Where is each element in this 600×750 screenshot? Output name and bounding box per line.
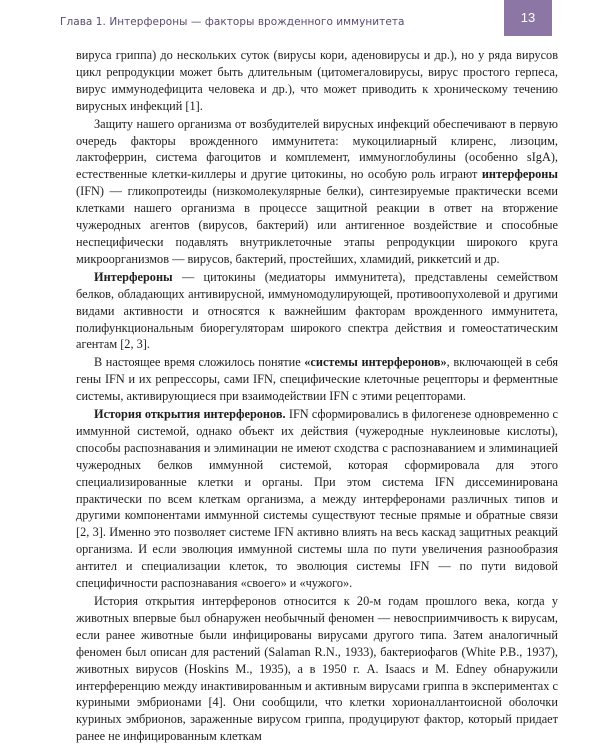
term-bold: Интерфероны [94, 269, 173, 284]
paragraph-text: Защиту нашего организма от возбудителей вирусных инфекций обеспечивают в первую очередь факторы врожденного иммунитета: мукоцилиарный клиренс, лизоцим, лактоферрин, система фагоцитов и комплемент, иммуноглобулины (особенно sIgA), естественные клетки-киллеры и другие цитокины, но особую роль играют [76, 116, 558, 182]
paragraph [76, 406, 558, 592]
paragraph-text: — цитокины (медиаторы иммунитета), представлены семейством белков, обладающих антивирусной, иммуномодулирующей, противоопухолевой и другими видами активности и относятся к важнейшим факторам врожденного иммунитета, полифункциональным биорегуляторам широкого спектра действия и гомеостатическим агентам [2, 3]. [76, 269, 558, 352]
paragraph-text: (IFN) — гликопротеиды (низкомолекулярные белки), синтезируемые практически всеми клетками нашего организма в процессе защитной реакции в ответ на вторжение чужеродных агентов (вирусов, бактерий) или антигенное воздействие и способные неспецифически подавлять внутриклеточные этапы репродукции широкого круга микроорганизмов — вирусов, бактерий, простейших, хламидий, риккетсий и др. [76, 184, 558, 266]
paragraph-text: , включающей в себя гены IFN и их репрессоры, сами IFN, специфические клеточные рецепторы и ферментные системы, активирующиеся при взаимодействии IFN с этими рецепторами. [76, 355, 558, 404]
paragraph-text: IFN сформировались в филогенезе одновременно с иммунной системой, однако объект их действия (чужеродные нуклеиновые кислоты), способы распознавания и элиминации не имеют сходства с распознаванием и элиминацией чужеродных белков иммунной системой, которая сформировала для этого специализированные клетки и органы. При этом система IFN диссеминирована практически по всем клеткам организма, а между интерферонами различных типов и другими компонентами иммунной системы существуют тесные прямые и обратные связи [2, 3]. Именно это позволяет системе IFN активно влиять на весь каскад защитных реакций организма. И если эволюция иммунной системы шла по пути увеличения разнообразия антител и специализации клеток, то эволюция системы IFN — по пути видовой специфичности распознавания «своего» и «чужого». [76, 407, 558, 591]
chapter-title: Глава 1. Интерфероны — факторы врожденного иммунитета [60, 16, 405, 28]
paragraph [76, 269, 558, 354]
paragraph-text: В настоящее время сложилось понятие [94, 355, 305, 370]
paragraph [76, 593, 558, 745]
paragraph [76, 354, 558, 405]
section-heading: История открытия интерферонов. [94, 407, 286, 422]
paragraph-text: История открытия интерферонов относится к 20-м годам прошлого века, когда у животных впервые был обнаружен необычный феномен — невосприимчивость к вирусам, если ранее животные были инфицированы вирусами другого типа. Затем аналогичный феномен был описан для растений (Salaman R.N., 1933), бактериофагов (White P.B., 1937), животных вирусов (Hoskins M., 1935), а в 1950 г. A. Isaacs и M. Edney обнаружили интерференцию между инактивированным и активным вирусами гриппа в экспериментах с куриными эмбрионами [4]. Они сообщили, что клетки хорионаллантоисной оболочки куриных эмбрионов, зараженные вирусом гриппа, продуцируют фактор, который придает ранее не инфицированным клеткам [76, 594, 558, 744]
page-header [0, 0, 600, 38]
paragraph [76, 116, 558, 268]
page-number: 13 [520, 10, 536, 25]
body-text [76, 47, 558, 745]
term-bold: интерфероны [481, 167, 558, 182]
term-bold: «системы интерферонов» [304, 355, 447, 370]
paragraph-text: вируса гриппа) до нескольких суток (вирусы кори, аденовирусы и др.), но у ряда вирусов цикл репродукции может быть длительным (цитомегаловирусы, вирус простого герпеса, вирус иммунодефицита человека и др.), что может приводить к хроническому течению вирусных инфекций [1]. [76, 48, 558, 113]
paragraph [76, 47, 558, 115]
page-number-tab [504, 0, 552, 36]
